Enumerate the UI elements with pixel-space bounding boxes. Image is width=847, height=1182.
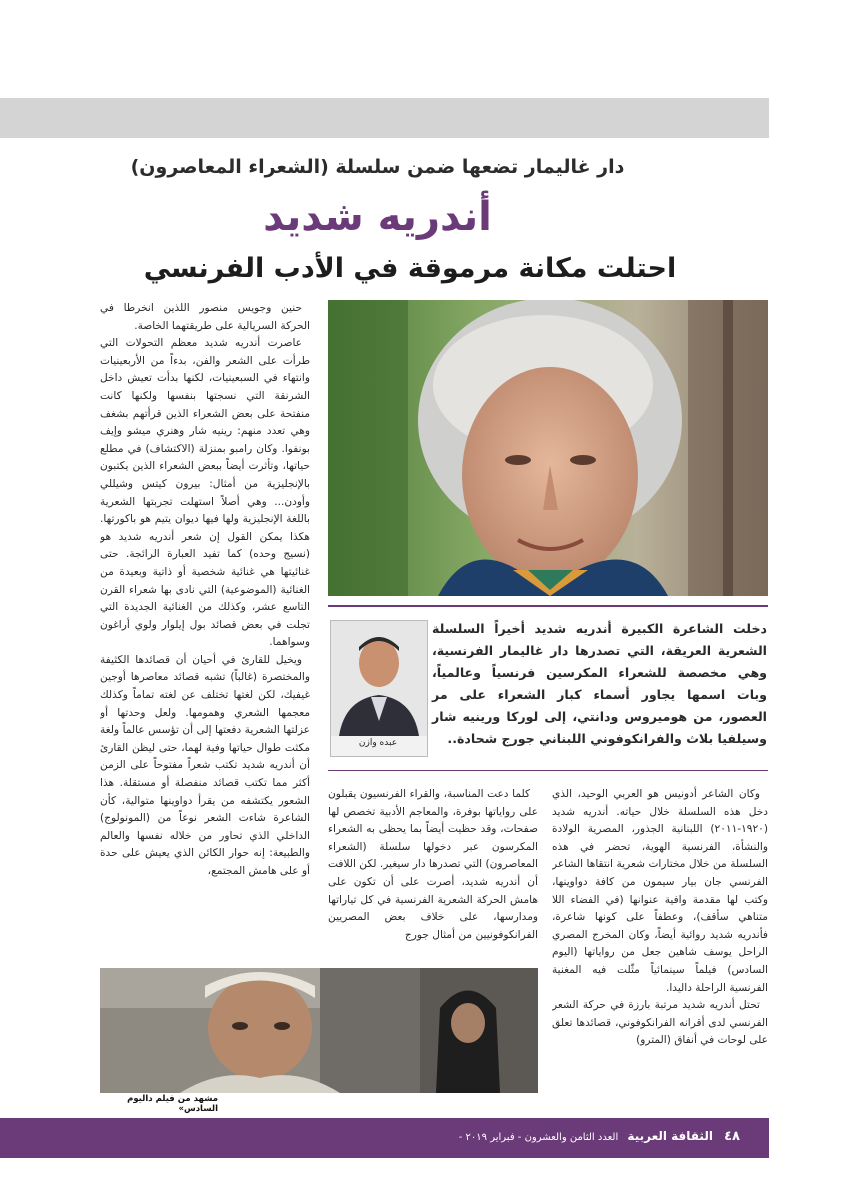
article-kicker: دار غاليمار تضعها ضمن سلسلة (الشعراء المعاصرون): [130, 156, 625, 178]
portrait-illustration: [328, 300, 768, 596]
middle-paragraph-1: كلما دعت المناسبة، والقراء الفرنسيون يقبلون على رواياتها بوفرة، والمعاجم الأدبية تخصص لها صفحات، وقد حظيت أيضاً بما يحظى به الشعراء المكرسون عبر دخولها سلسلة (الشعراء المعاصرون) التي تصدرها دار سيغير. لكن اللافت أن أندريه شديد، أصرت على أن تكون على هامش الحركة الشعرية الفرنسية في كل تياراتها ومدارسها، على خلاف بعض المصريين الفرانكوفونيين من أمثال جورج: [328, 788, 538, 941]
article-subtitle: احتلت مكانة مرموقة في الأدب الفرنسي: [143, 253, 677, 284]
author-name: عبده وازن: [358, 738, 398, 748]
middle-text-column: [328, 786, 538, 961]
portrait-photo: [328, 300, 768, 596]
photo-divider: [328, 605, 768, 607]
magazine-brand: الثقافة العربية: [627, 1129, 713, 1143]
film-still-photo: [100, 968, 538, 1093]
article-title: أندريه شديد: [263, 194, 492, 240]
right-text-column: [552, 786, 768, 1102]
left-paragraph-3: ويخيل للقارئ في أحيان أن قصائدها الكثيفة والمختصرة (غالباً) تشبه قصائد معاصرها أوجين غيفيك، لكن لغتها تختلف عن لغته تماماً وكذلك معجمها الشعري وهمومها. ولعل وحدتها أو عزلتها الشعرية دفعتها إلى أن تؤسس عالماً ولغة مكثت طوال حياتها وفية لهما، حتى ليظن القارئ أن أندريه شديد تكتب شعراً مفتوحاً على الزمن أكثر مما تكتب قصائد منفصلة أو مستقلة. هذا الشعور يكتشفه من يقرأ دواوينها متوالية، كأن الشاعرة شاءت الشعر نوعاً من (المونولوج) الداخلي الذي تحاور من خلاله نفسها والعالم والطبيعة: إنه حوار الكائن الذي يعيش على حدة أو على هامش المجتمع،: [100, 653, 310, 877]
footer-info: [440, 1129, 740, 1144]
issue-info: العدد الثامن والعشرون - فبراير ٢٠١٩ -: [458, 1132, 619, 1143]
left-paragraph-1: حنين وجويس منصور اللذين انخرطا في الحركة السريالية على طريقتهما الخاصة.: [100, 302, 310, 332]
intro-paragraph: دخلت الشاعرة الكبيرة أندريه شديد أخيراً السلسلة الشعرية العريقة، التي تصدرها دار غاليمار الفرنسية، وهي مخصصة للشعراء المكرسين فرنسياً وعالمياً، وبات اسمها يجاور أسماء كبار الشعراء على مر العصور، من هوميروس ودانتي، إلى لوركا ورينيه شار وسيلفيا بلاث والفرانكوفوني اللبناني جورج شحادة..: [432, 621, 767, 746]
author-portrait: [331, 621, 427, 736]
right-paragraph-1: وكان الشاعر أدونيس هو العربي الوحيد، الذي دخل هذه السلسلة خلال حياته. أندريه شديد (١٩٢٠-٢٠١١) اللبنانية الجذور، المصرية الولادة والنشأة، الفرنسية الهوية، تحضر في هذه السلسلة من خلال مختارات شعرية انتقاها الشاعر الفرنسي جان بيار سيمون من كافة دواوينها، وكتب لها مقدمة وافية عنوانها (في الفضاء اللا متناهي سأقف)، وعطفاً على كونها شاعرة، فأندريه شديد روائية أيضاً، وكان المخرج المصري الراحل يوسف شاهين جعل من رواياتها (اليوم السادس) فيلماً سينمائياً مثّلت فيه المغنية الفرنسية الراحلة داليدا.: [552, 788, 768, 994]
film-caption: مشهد من فيلم داليوم السادس»: [127, 1094, 218, 1114]
author-photo: [330, 620, 428, 757]
left-text-column: [100, 300, 310, 960]
left-paragraph-2: عاصرت أندريه شديد معظم التحولات التي طرأت على الشعر والفن، بدءاً من الأربعينيات وانتهاء في السبعينيات، لكنها بدأت تعيش داخل الشرنقة التي نسجتها بنفسها ولكنها كانت منفتحة على بعض الشعراء الذين قرأتهم بشغف وهي تعدد منهم: رينيه شار وهنري ميشو وإيف بونفوا. وكان رامبو بمنزلة (الاكتشاف) في مطلع حياتها، وتأثرت أيضاً ببعض الشعراء الذين يكتبون بالإنجليزية من أمثال: بيرون كيتس وشيللي وأودن... وهي أصلاً استهلت تجربتها الشعرية باللغة الإنجليزية ولها فيها ديوان يتيم هو باكورتها. هكذا يمكن القول إن شعر أندريه شديد هو (نسيج وحده) كما تفيد العبارة الرائجة. حتى غنائيتها هي غنائية شخصية أو ذاتية وبعيدة من الغنائية (الموضوعية) التي نادى بها شعراء القرن التاسع عشر، وكذلك من الغنائية الجديدة التي تجلت في بعض قصائد بول إيلوار ولوي أراغون وسواهما.: [100, 337, 310, 649]
top-gray-band: [0, 98, 769, 138]
page-number: ٤٨: [724, 1129, 740, 1144]
right-paragraph-2: تحتل أندريه شديد مرتبة بارزة في حركة الشعر الفرنسي لدى أقرانه الفرانكوفوني، قصائدها تعلق على لوحات في أنفاق (المترو): [552, 999, 768, 1047]
intro-divider: [328, 770, 768, 771]
film-still-illustration: [100, 968, 538, 1093]
